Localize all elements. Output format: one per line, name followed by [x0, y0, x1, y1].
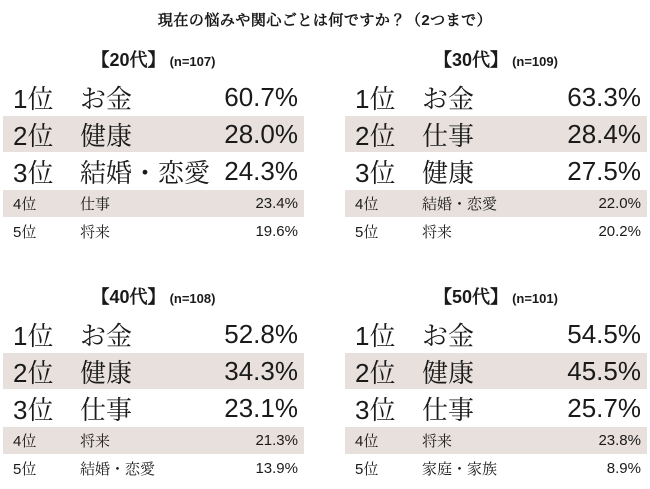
item-label: お金 — [80, 320, 133, 351]
rank-row-3 — [3, 390, 304, 426]
percent-value: 8.9% — [606, 460, 641, 477]
rank-label: 4位 — [355, 196, 379, 213]
percent-value: 28.4% — [567, 118, 641, 149]
rank-label: 3位 — [355, 157, 396, 188]
group-sample-size: (n=107) — [169, 54, 216, 69]
rank-row-4 — [345, 427, 647, 454]
item-label: 仕事 — [422, 120, 475, 151]
item-label: 健康 — [422, 157, 475, 188]
group-header — [3, 286, 304, 308]
percent-value: 24.3% — [224, 155, 298, 186]
percent-value: 22.0% — [598, 195, 641, 212]
percent-value: 45.5% — [567, 355, 641, 386]
rank-row-5 — [345, 218, 647, 245]
group-sample-size: (n=101) — [512, 291, 558, 306]
percent-value: 34.3% — [224, 355, 298, 386]
item-label: 健康 — [80, 120, 133, 151]
age-group-20s — [3, 49, 304, 246]
rank-label: 2位 — [13, 120, 54, 151]
item-label: 将来 — [80, 433, 111, 450]
age-group-30s — [345, 49, 647, 246]
rank-row-2 — [345, 116, 647, 152]
rank-row-1 — [345, 316, 647, 352]
percent-value: 23.1% — [224, 392, 298, 423]
rank-label: 1位 — [13, 83, 54, 114]
percent-value: 27.5% — [567, 155, 641, 186]
item-label: 将来 — [422, 433, 453, 450]
rank-label: 4位 — [355, 433, 379, 450]
item-label: お金 — [80, 83, 133, 114]
percent-value: 19.6% — [255, 223, 298, 240]
rank-label: 4位 — [13, 433, 37, 450]
rank-row-2 — [345, 353, 647, 389]
rank-row-1 — [3, 79, 304, 115]
rank-label: 3位 — [355, 394, 396, 425]
percent-value: 28.0% — [224, 118, 298, 149]
rank-row-1 — [345, 79, 647, 115]
percent-value: 52.8% — [224, 318, 298, 349]
item-label: 将来 — [422, 224, 453, 241]
age-group-40s — [3, 286, 304, 483]
percent-value: 20.2% — [598, 223, 641, 240]
group-name: 【20代】 — [91, 50, 166, 70]
item-label: 結婚・恋愛 — [80, 157, 211, 188]
item-label: 家庭・家族 — [422, 461, 498, 478]
rank-label: 2位 — [13, 357, 54, 388]
percent-value: 60.7% — [224, 81, 298, 112]
group-header — [345, 49, 647, 71]
item-label: お金 — [422, 83, 475, 114]
rank-label: 5位 — [355, 224, 379, 241]
rank-label: 5位 — [355, 461, 379, 478]
age-group-50s — [345, 286, 647, 483]
group-sample-size: (n=108) — [169, 291, 216, 306]
percent-value: 54.5% — [567, 318, 641, 349]
rank-label: 2位 — [355, 120, 396, 151]
chart-title: 現在の悩みや関心ごとは何ですか？（2つまで） — [157, 12, 493, 29]
percent-value: 13.9% — [255, 460, 298, 477]
group-header — [345, 286, 647, 308]
rank-label: 1位 — [13, 320, 54, 351]
item-label: 健康 — [422, 357, 475, 388]
rank-row-4 — [345, 190, 647, 217]
item-label: 健康 — [80, 357, 133, 388]
percent-value: 23.8% — [598, 432, 641, 449]
rank-row-5 — [3, 455, 304, 482]
item-label: 仕事 — [422, 394, 475, 425]
percent-value: 21.3% — [255, 432, 298, 449]
rank-label: 5位 — [13, 461, 37, 478]
percent-value: 25.7% — [567, 392, 641, 423]
item-label: お金 — [422, 320, 475, 351]
item-label: 仕事 — [80, 394, 133, 425]
percent-value: 23.4% — [255, 195, 298, 212]
rank-label: 3位 — [13, 157, 54, 188]
item-label: 結婚・恋愛 — [422, 196, 498, 213]
rank-label: 4位 — [13, 196, 37, 213]
item-label: 仕事 — [80, 196, 111, 213]
group-name: 【50代】 — [434, 287, 509, 307]
rank-row-3 — [345, 390, 647, 426]
item-label: 結婚・恋愛 — [80, 461, 156, 478]
rank-row-4 — [3, 190, 304, 217]
rank-label: 3位 — [13, 394, 54, 425]
group-header — [3, 49, 304, 71]
item-label: 将来 — [80, 224, 111, 241]
age-groups-grid — [0, 30, 650, 483]
rank-row-2 — [3, 353, 304, 389]
rank-label: 2位 — [355, 357, 396, 388]
group-sample-size: (n=109) — [512, 54, 558, 69]
rank-row-3 — [345, 153, 647, 189]
rank-label: 5位 — [13, 224, 37, 241]
rank-row-3 — [3, 153, 304, 189]
rank-row-5 — [345, 455, 647, 482]
group-name: 【30代】 — [434, 50, 509, 70]
rank-row-1 — [3, 316, 304, 352]
rank-row-4 — [3, 427, 304, 454]
rank-row-5 — [3, 218, 304, 245]
group-name: 【40代】 — [91, 287, 166, 307]
percent-value: 63.3% — [567, 81, 641, 112]
rank-label: 1位 — [355, 83, 396, 114]
rank-row-2 — [3, 116, 304, 152]
rank-label: 1位 — [355, 320, 396, 351]
